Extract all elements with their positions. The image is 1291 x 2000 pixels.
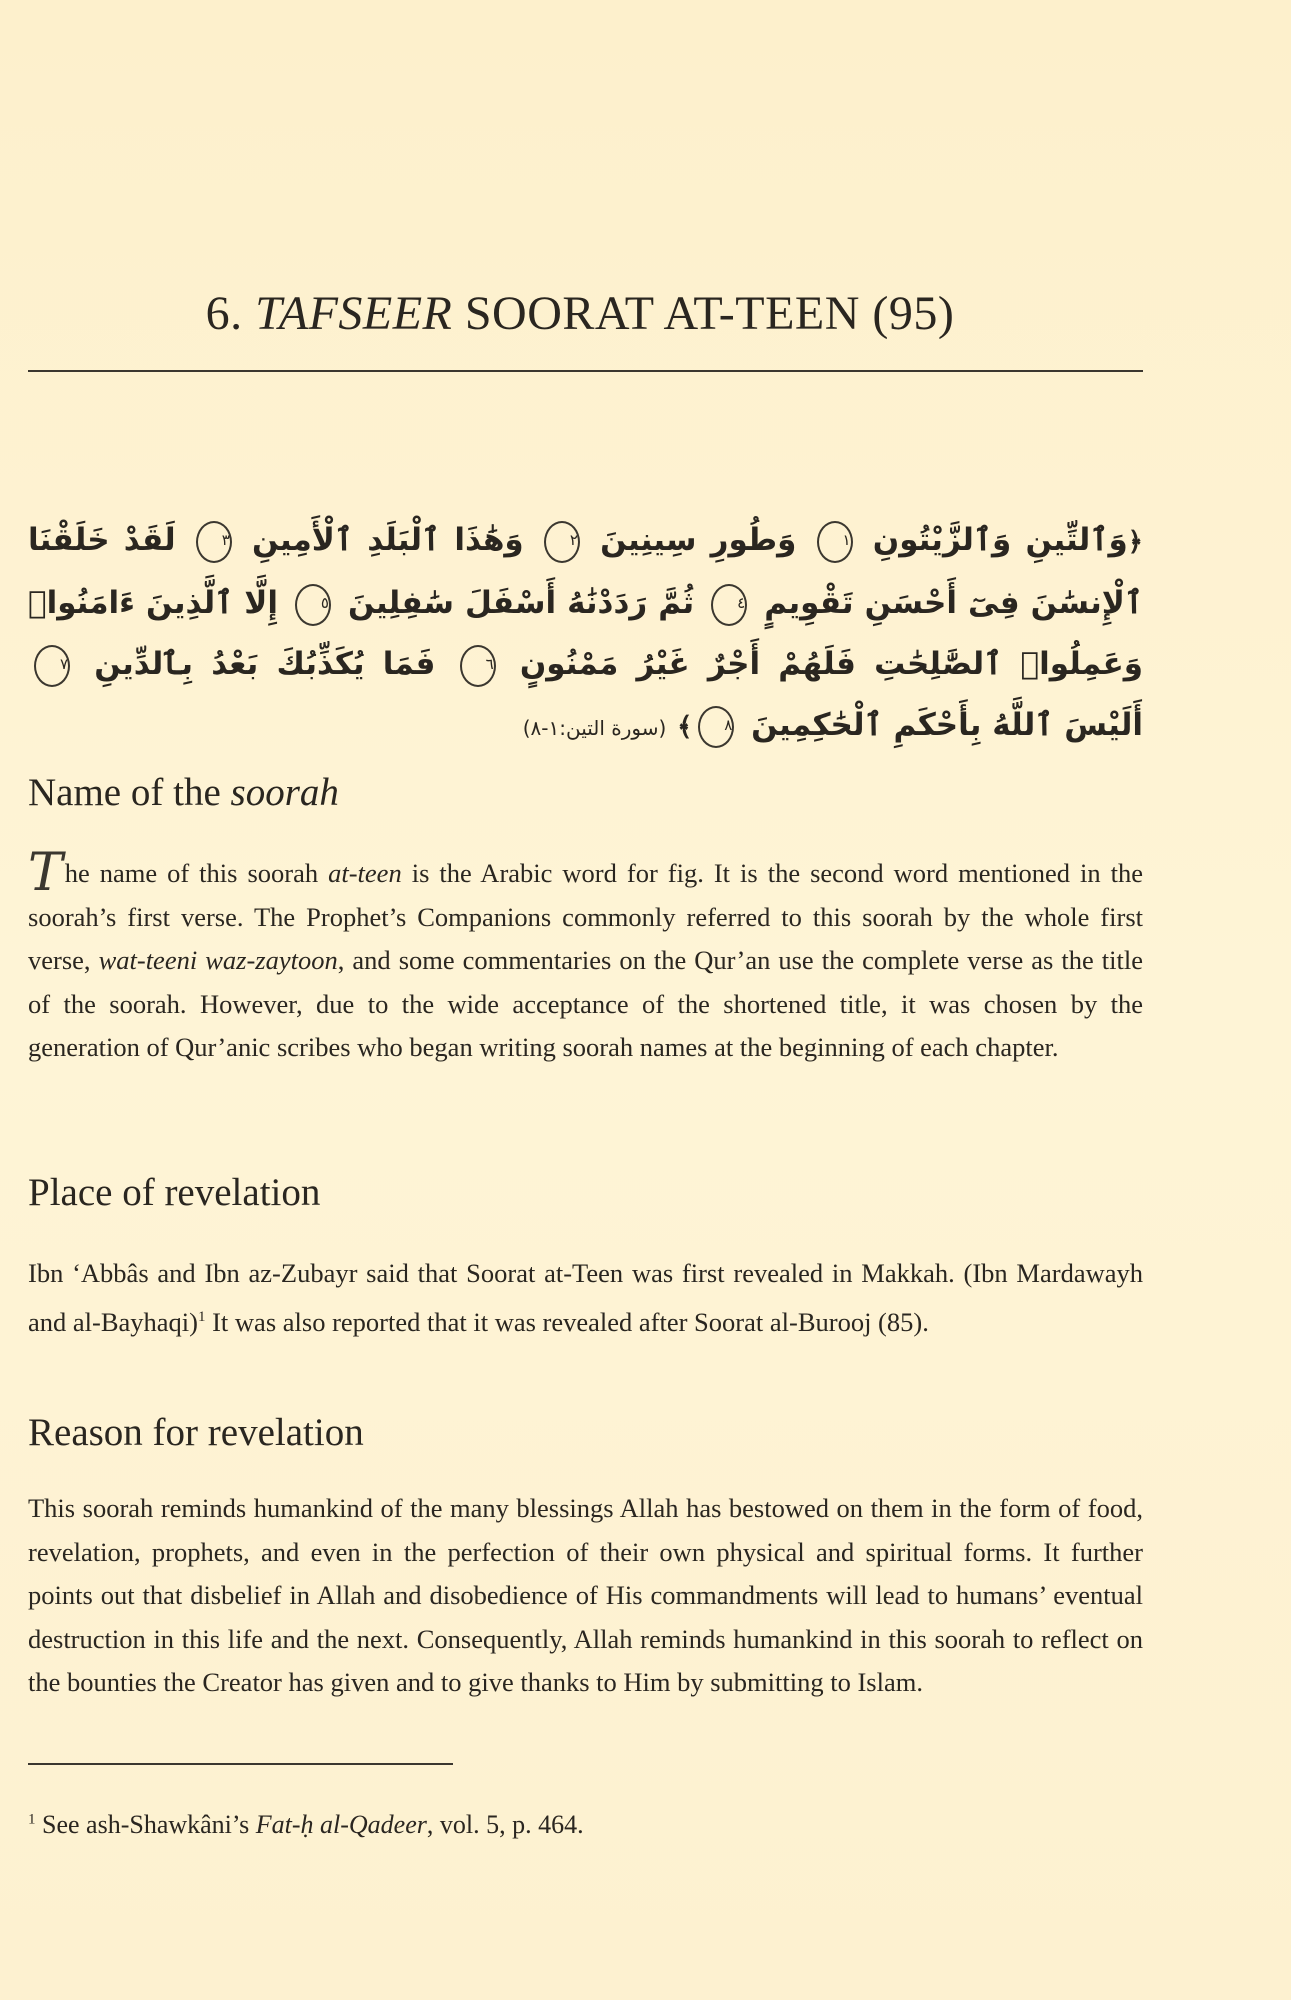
heading-place-of-revelation: Place of revelation	[28, 1171, 321, 1214]
verse-marker-6: ٦	[460, 645, 496, 687]
open-ornament-icon: ﴿	[1127, 527, 1143, 557]
heading-text: Name of the	[28, 771, 231, 814]
footnote-text: See ash-Shawkâni’s	[35, 1810, 256, 1839]
text: It was also reported that it was revealed after Soorat al-Burooj (85).	[205, 1306, 929, 1337]
verse-1: وَٱلتِّينِ وَٱلزَّيْتُونِ	[872, 522, 1128, 558]
paragraph-name	[28, 843, 1143, 1070]
close-ornament-icon: ﴾	[677, 712, 693, 742]
paragraph-reason: This soorah reminds humankind of the many blessings Allah has bestowed on them in the form of food, revelation, prophets, and even in the perfection of their own physical and spiritual forms. It further points out that disbelief in Allah and disobedience of His commandments will lead to humans’ eventual destruction in this life and the next. Consequently, Allah reminds humankind in this soorah to reflect on the bounties the Creator has given and to give thanks to Him by submitting to Islam.	[28, 1493, 1143, 1697]
verse-marker-3: ٣	[196, 521, 232, 563]
verse-marker-4: ٤	[711, 584, 747, 626]
chapter-title	[0, 286, 1160, 341]
drop-cap: T	[28, 843, 63, 903]
verse-marker-8: ٨	[698, 706, 734, 748]
verse-7: فَمَا يُكَذِّبُكَ بَعْدُ بِٱلدِّينِ	[94, 646, 436, 682]
paragraph-place	[28, 1252, 1143, 1344]
heading-name-of-soorah	[28, 770, 339, 815]
verse-2: وَطُورِ سِينِينَ	[600, 522, 797, 558]
text-italic: wat-teeni waz-zaytoon	[98, 945, 338, 975]
text: , and some commentaries on the Qur’an use the complete verse as the title of the soorah. However, due to the wide acceptance of the shortened title, it was chosen by the generation of Qur’anic scribes who began writing soorah names at the beginning of each chapter.	[28, 945, 1143, 1062]
footnote-ref[interactable]: 1	[197, 1308, 206, 1325]
footnote-title: Fat-ḥ al-Qadeer	[255, 1810, 427, 1839]
footnote	[28, 1810, 584, 1840]
text: he name of this soorah	[64, 858, 329, 888]
footnote-mark: 1	[28, 1811, 36, 1828]
verse-8: أَلَيْسَ ٱللَّهُ بِأَحْكَمِ ٱلْحَٰكِمِينَ	[751, 707, 1143, 743]
verse-6: إِلَّا ٱلَّذِينَ ءَامَنُوا۟ وَعَمِلُوا۟ ٱلصَّٰلِحَٰتِ فَلَهُمْ أَجْرٌ غَيْرُ مَمْنُونٍ	[28, 585, 1144, 682]
text: is the Arabic word for fig. It is the second word mentioned in the soorah’s first verse. The Prophet’s Companions commonly referred to this soorah by the whole first verse,	[28, 858, 1143, 975]
verse-marker-1: ١	[817, 521, 853, 563]
footnote-text-end: , vol. 5, p. 464.	[426, 1810, 584, 1839]
footnote-rule	[28, 1763, 453, 1765]
chapter-title-italic: TAFSEER	[255, 287, 453, 340]
verse-marker-2: ٢	[544, 521, 580, 563]
arabic-verses	[28, 510, 1143, 759]
verse-4: لَقَدْ خَلَقْنَا ٱلْإِنسَٰنَ فِىٓ أَحْسَنِ تَقْوِيمٍ	[28, 522, 1143, 621]
title-rule	[28, 370, 1143, 372]
heading-reason-for-revelation: Reason for revelation	[28, 1411, 364, 1454]
verse-3: وَهَٰذَا ٱلْبَلَدِ ٱلْأَمِينِ	[252, 522, 524, 558]
verse-marker-7: ٧	[34, 645, 70, 687]
verse-marker-5: ٥	[295, 584, 331, 626]
chapter-title-rest: SOORAT AT-TEEN (95)	[464, 287, 955, 340]
verse-reference: (سورة التين:١-٨)	[522, 716, 667, 740]
chapter-number: 6.	[205, 287, 243, 340]
text-italic: at-teen	[328, 858, 402, 888]
verse-5: ثُمَّ رَدَدْنَٰهُ أَسْفَلَ سَٰفِلِينَ	[348, 585, 695, 621]
heading-italic: soorah	[230, 771, 339, 814]
text: Ibn ‘Abbâs and Ibn az-Zubayr said that Soorat at-Teen was first revealed in Makkah. (Ibn Mardawayh and al-Bayhaqi)	[28, 1258, 1143, 1337]
